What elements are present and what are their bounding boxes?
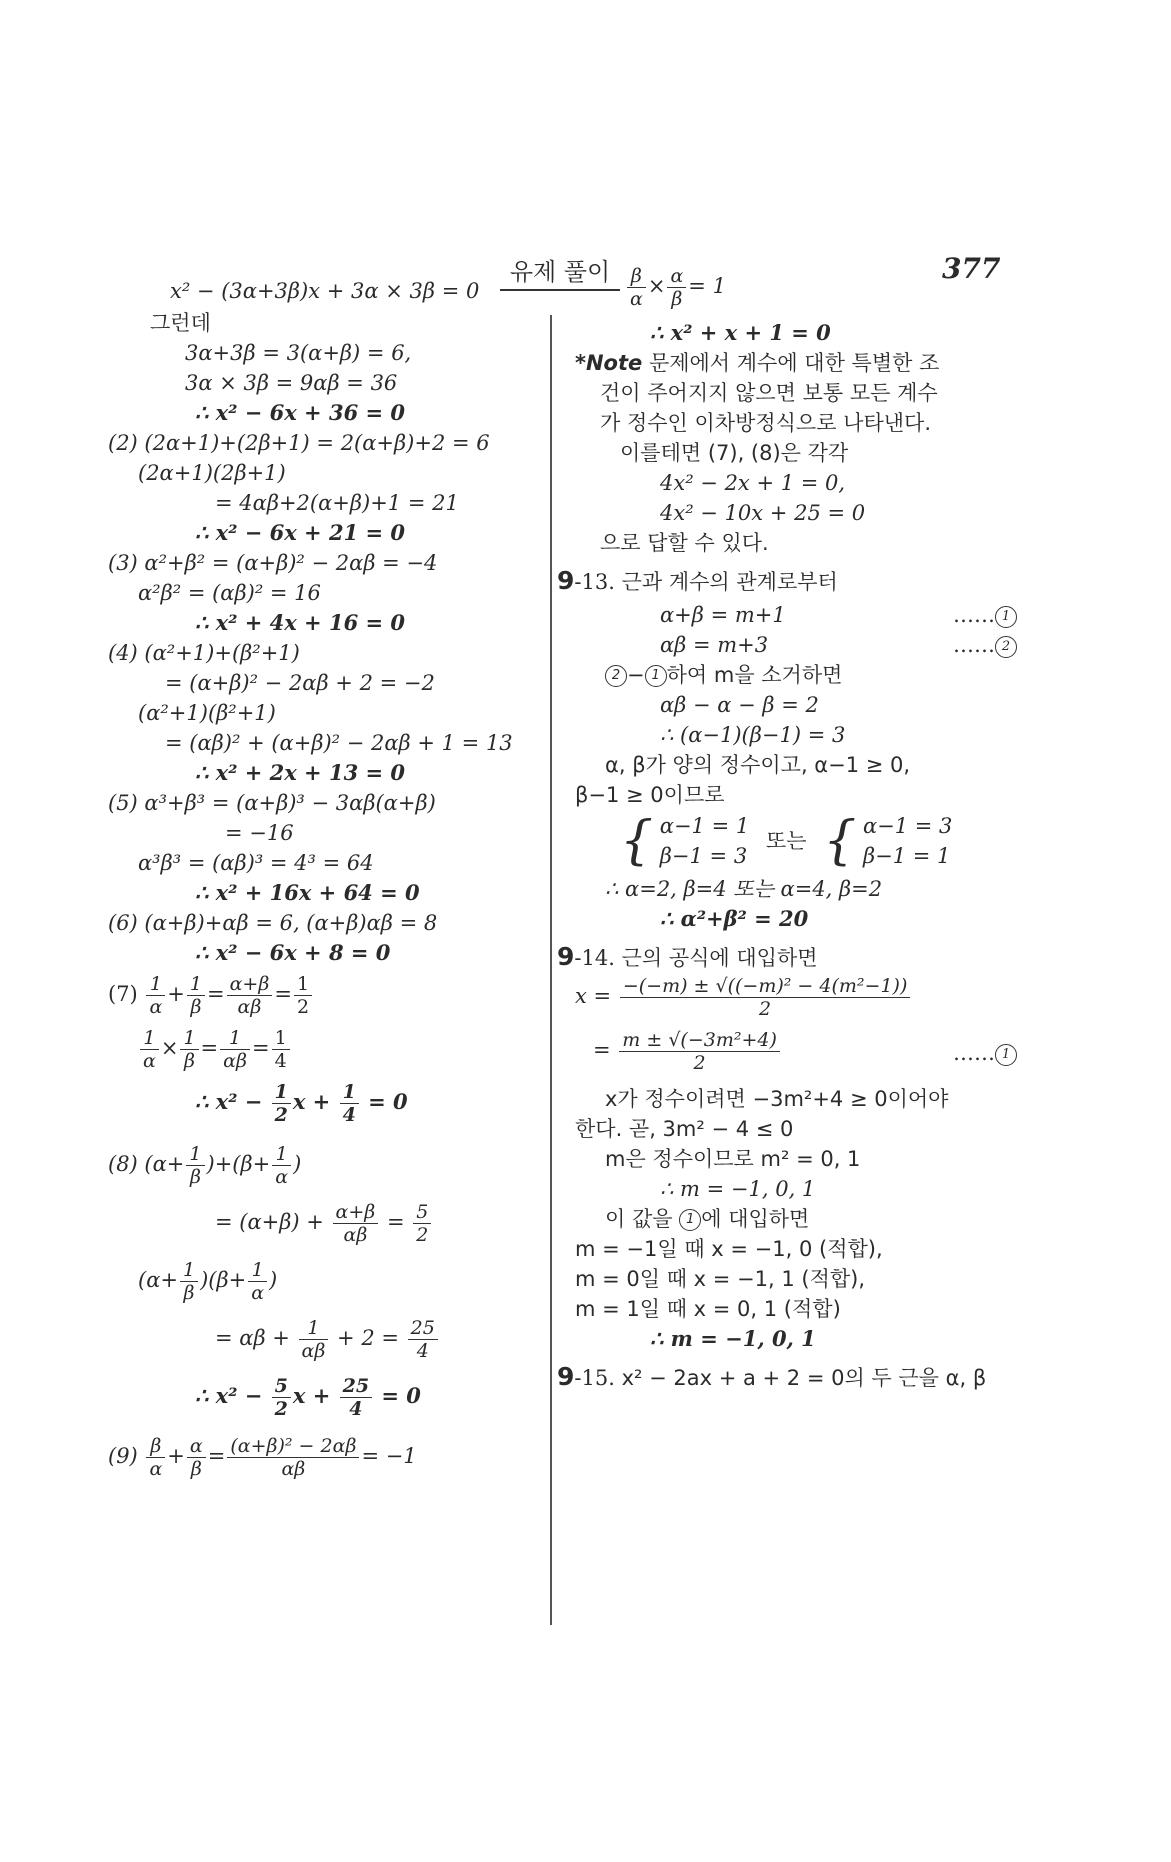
text-line: 한다. 곧, 3m² − 4 ≤ 0 — [575, 1117, 794, 1141]
circled-number-icon: 1 — [995, 1044, 1017, 1066]
circled-number-icon: 1 — [645, 665, 667, 687]
text-line: x가 정수이려면 −3m²+4 ≥ 0이어야 — [605, 1087, 949, 1111]
eq-line: = (αβ)² + (α+β)² − 2αβ + 1 = 13 — [165, 731, 513, 755]
eq-line: (5) α³+β³ = (α+β)³ − 3αβ(α+β) — [108, 791, 436, 815]
eq-line: (2α+1)(2β+1) — [138, 461, 286, 485]
eq-fraction-line: = αβ + $\frac{1}{\alpha\beta}$ + 2 = $\frac{25}{4}$ — [215, 1317, 440, 1362]
case-system: { α−1 = 1 β−1 = 3 또는 { α−1 = 3 β−1 = 1 — [620, 811, 953, 871]
eq-fraction-line: = (α+β) + $\frac{\alpha+\beta}{\alpha\beta}$ = $\frac{5}{2}$ — [215, 1201, 433, 1246]
answer-line: ∴ x² − 6x + 36 = 0 — [195, 400, 406, 425]
eq-fraction-line: (7) $\frac{1}{\alpha}$ + $\frac{1}{\beta}$ = $\frac{\alpha+\beta}{\alpha\beta}$ = $\frac{1}{2}$ — [108, 973, 314, 1018]
answer-line: ∴ α²+β² = 20 — [660, 906, 809, 931]
eq-line: ∴ (α−1)(β−1) = 3 — [660, 723, 846, 747]
eq-line: α³β³ = (αβ)³ = 4³ = 64 — [138, 851, 374, 875]
text-line: α, β가 양의 정수이고, α−1 ≥ 0, — [605, 753, 911, 777]
answer-line: ∴ x² − 6x + 21 = 0 — [195, 520, 406, 545]
eq-fraction-line: (9) $\frac{\beta}{\alpha}$ + $\frac{\alpha}{\beta}$ = $\frac{\text{(α+β)² − 2αβ}}{\alpha\beta}$ = −1 — [108, 1435, 417, 1480]
note-line: *Note 문제에서 계수에 대한 특별한 조 — [575, 351, 940, 375]
marker-line: …… 2 — [953, 631, 1017, 659]
page-header-title: 유제 풀이 — [500, 252, 620, 291]
text-line: m = −1일 때 x = −1, 0 (적합), — [575, 1237, 883, 1261]
eq-line: (α²+1)(β²+1) — [138, 701, 276, 725]
problem-heading-9-14: 9-14. 근의 공식에 대입하면 — [557, 942, 818, 971]
eq-line: ∴ m = −1, 0, 1 — [660, 1177, 816, 1201]
marker-line: …… 1 — [953, 601, 1017, 629]
answer-line: ∴ x² + 16x + 64 = 0 — [195, 880, 420, 905]
eq-line: x² − (3α+3β)x + 3α × 3β = 0 — [170, 279, 480, 303]
text-line: 그런데 — [150, 311, 211, 335]
eq-fraction-line: x = $\frac{\text{−(−m) ± √((−m)² − 4(m²−1))}}{2}$ — [575, 975, 912, 1020]
eq-line: 3α+3β = 3(α+β) = 6, — [185, 341, 412, 365]
note-line: 건이 주어지지 않으면 보통 모든 계수 — [600, 381, 938, 405]
note-label: *Note — [575, 351, 643, 375]
eq-line: 4x² − 10x + 25 = 0 — [660, 501, 866, 525]
text-line: 이 값을 1 에 대입하면 — [605, 1207, 810, 1231]
answer-line: ∴ x² + x + 1 = 0 — [650, 320, 831, 345]
text-line: β−1 ≥ 0이므로 — [575, 783, 725, 807]
text-line: m = 0일 때 x = −1, 1 (적합), — [575, 1267, 866, 1291]
eq-line: α+β = m+1 — [660, 603, 786, 627]
note-line: 으로 답할 수 있다. — [600, 531, 769, 555]
answer-line: ∴ x² − $\frac{1}{2}$ x + $\frac{1}{4}$ = 0 — [195, 1081, 408, 1126]
eq-line: αβ = m+3 — [660, 633, 769, 657]
text-line: m은 정수이므로 m² = 0, 1 — [605, 1147, 861, 1171]
text-line: 2 − 1 하여 m을 소거하면 — [605, 661, 842, 689]
eq-fraction-line: $\frac{\beta}{\alpha}$ × $\frac{\alpha}{\beta}$ = 1 — [625, 265, 726, 310]
circled-number-icon: 2 — [995, 636, 1017, 658]
eq-fraction-line: (α+ $\frac{1}{\beta}$ )(β+ $\frac{1}{\alpha}$ ) — [138, 1259, 278, 1304]
circled-number-icon: 1 — [679, 1209, 701, 1231]
circled-number-icon: 2 — [605, 665, 627, 687]
column-divider — [550, 315, 552, 1625]
text-line: m = 1일 때 x = 0, 1 (적합) — [575, 1297, 841, 1321]
note-line: 가 정수인 이차방정식으로 나타낸다. — [600, 411, 931, 435]
eq-line: ∴ α=2, β=4 또는 α=4, β=2 — [605, 877, 883, 901]
problem-heading-9-13: 9-13. 근과 계수의 관계로부터 — [557, 566, 838, 595]
eq-line: (4) (α²+1)+(β²+1) — [108, 641, 300, 665]
answer-line: ∴ x² − $\frac{5}{2}$ x + $\frac{25}{4}$ = 0 — [195, 1375, 421, 1420]
eq-line: (6) (α+β)+αβ = 6, (α+β)αβ = 8 — [108, 911, 438, 935]
eq-fraction-line: = $\frac{\text{m ± √(−3m²+4)}}{2}$ — [593, 1029, 782, 1074]
eq-fraction-line: $\frac{1}{\alpha}$ × $\frac{1}{\beta}$ = $\frac{1}{\alpha\beta}$ = $\frac{1}{4}$ — [138, 1027, 292, 1072]
eq-line: αβ − α − β = 2 — [660, 693, 819, 717]
answer-line: ∴ x² − 6x + 8 = 0 — [195, 940, 391, 965]
eq-line: = 4αβ+2(α+β)+1 = 21 — [215, 491, 459, 515]
circled-number-icon: 1 — [995, 606, 1017, 628]
eq-line: 4x² − 2x + 1 = 0, — [660, 471, 846, 495]
eq-line: (2) (2α+1)+(2β+1) = 2(α+β)+2 = 6 — [108, 431, 490, 455]
eq-line: (3) α²+β² = (α+β)² − 2αβ = −4 — [108, 551, 438, 575]
eq-line: = −16 — [225, 821, 294, 845]
eq-line: = (α+β)² − 2αβ + 2 = −2 — [165, 671, 435, 695]
eq-line: α²β² = (αβ)² = 16 — [138, 581, 321, 605]
marker-line: …… 1 — [953, 1039, 1017, 1067]
answer-line: ∴ x² + 2x + 13 = 0 — [195, 760, 406, 785]
eq-fraction-line: (8) (α+ $\frac{1}{\beta}$ )+(β+ $\frac{1}{\alpha}$ ) — [108, 1143, 302, 1188]
eq-line: 3α × 3β = 9αβ = 36 — [185, 371, 398, 395]
page-number: 377 — [942, 252, 1001, 285]
problem-heading-9-15: 9-15. x² − 2ax + a + 2 = 0의 두 근을 α, β — [557, 1362, 987, 1391]
answer-line: ∴ x² + 4x + 16 = 0 — [195, 610, 406, 635]
answer-line: ∴ m = −1, 0, 1 — [650, 1326, 816, 1351]
note-line: 이를테면 (7), (8)은 각각 — [620, 441, 849, 465]
